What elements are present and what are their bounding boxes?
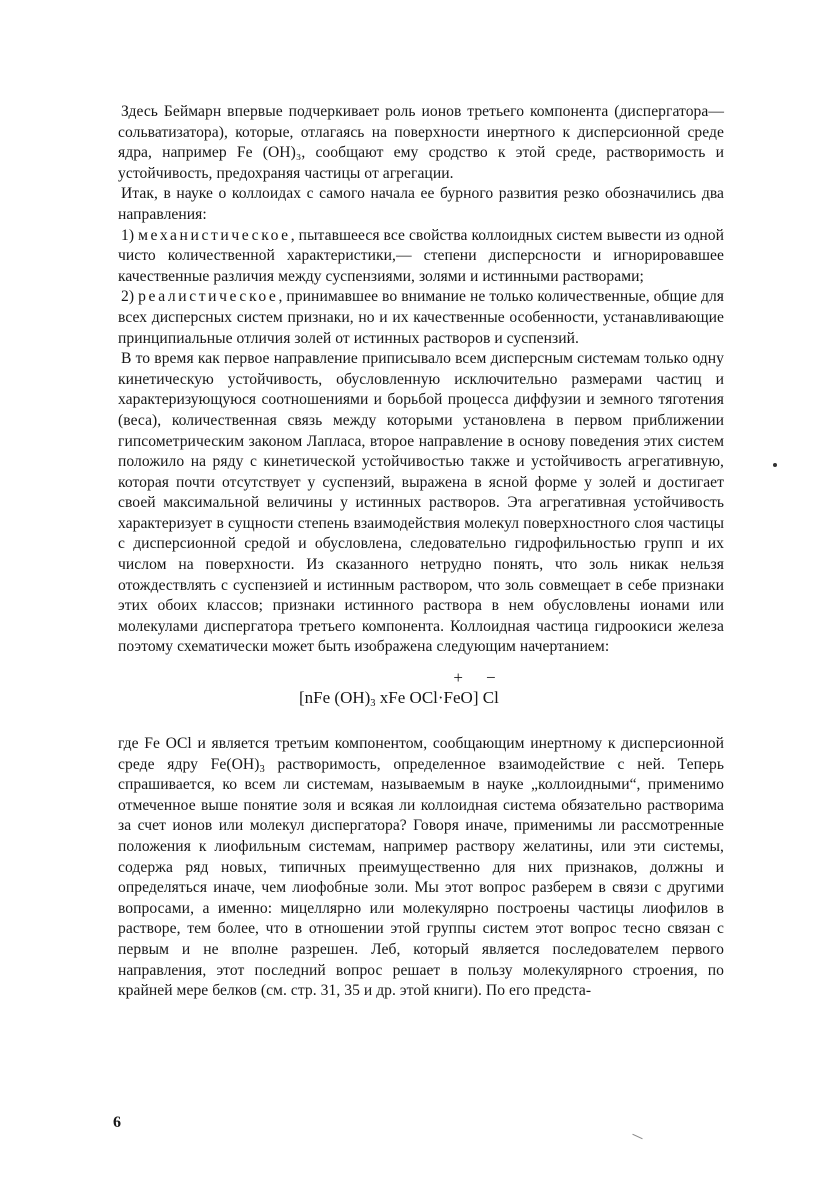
chemical-formula (118, 668, 724, 722)
page-number: 6 (113, 1114, 121, 1131)
paragraph-4-end: растворимость, определенное взаимодействие с ней. Теперь спрашивается, ко всем ли системам, называемым в науке „коллоидными“, применимо отмеченное выше понятие золя и всякая ли коллоидная система обязательно растворима за счет ионов или молекул диспергатора? Говоря иначе, применимы ли рассмотренные положения к лиофильным системам, например раствору желатины, или эти системы, содержа ряд новых, типичных преимущественно для них признаков, должны и определяться иначе, чем лиофобные золи. Мы этот вопрос разберем в связи с другими вопросами, а именно: мицеллярно или молекулярно построены частицы лиофилов в растворе, тем более, что в отношении этой группы систем этот вопрос тесно связан с первым и не вполне разрешен. Леб, который является последователем первого направления, этот последний вопрос решает в пользу молекулярного строения, по крайней мере белков (см. стр. 31, 35 и др. этой книги). По его предста- (118, 755, 725, 1000)
list-marker: 1) (121, 226, 135, 244)
paragraph-4-start: где Fe OCl и является третьим компонентом, сообщающим инертному к дисперсионной среде ядру Fe(OH) (118, 735, 724, 773)
paragraph-3: В то время как первое направление приписывало всем дисперсным системам только одну кинетическую устойчивость, обусловленную исключительно размерами частиц и характеризующуюся соотношениями и борьбой процесса диффузии и земного тяготения (веса), количественная связь между которыми установлена в первом приближении гипсометрическим законом Лапласа, второе направление в основу поведения этих систем положило на ряду с кинетической устойчивостью также и устойчивость агрегативную, которая почти отсутствует у суспензий, выражена в ясной форме у золей и достигает своей максимальной величины у истинных растворов. Эта агрегативная устойчивость характеризует в сущности степень взаимодействия молекул поверхностного слоя частицы с дисперсионной средой и обусловлена, следовательно гидрофильностью групп и их числом на поверхности. Из сказанного нетрудно понять, что золь никак нельзя отождествлять с суспензией и истинным раствором, что золь совмещает в себе признаки этих обоих классов; признаки истинного раствора в нем обусловлены ионами или молекулами диспергатора третьего компонента. Коллоидная частица гидроокиси железа поэтому схематически может быть изображена следующим начертанием: (118, 350, 724, 656)
formula-cation (443, 668, 473, 708)
list-item-mechanistic (118, 226, 724, 288)
list-item-realistic (118, 287, 724, 349)
scan-mark (632, 1134, 642, 1140)
formula-middle: xFe OCl· (375, 688, 444, 708)
term-mechanistic: механистическое (138, 226, 291, 244)
scan-speck (773, 463, 777, 467)
page-body (118, 102, 724, 1002)
list-text: , пытавшееся все свойства коллоидных систем вывести из одной чисто количественной характеристики,— степени дисперсности и игнорировавшее качественные различия между суспензиями, золями и истинными растворами; (118, 226, 724, 285)
list-marker: 2) (121, 288, 135, 306)
paragraph-1: Здесь Беймарн впервые подчеркивает роль ионов третьего компонента (диспергатора—сольватизатора), которые, отлагаясь на поверхности инертного к дисперсионной среде ядра, например Fe (OH)₃, сообщают ему сродство к этой среде, растворимость и устойчивость, предохраняя частицы от агрегации. (118, 103, 724, 182)
formula-anion (482, 668, 499, 708)
formula-close: ] (472, 688, 483, 708)
formula-line (299, 668, 499, 710)
formula-cation-text: FeO (443, 688, 473, 708)
plus-charge: + (453, 668, 463, 688)
paragraph-2: Итак, в науке о коллоидах с самого начала ее бурного развития резко обозначились два направления: (118, 185, 724, 223)
paragraph-4 (118, 734, 724, 1002)
formula-anion-text: Cl (482, 688, 499, 708)
paragraph-4-subscript: 3 (259, 763, 265, 775)
term-realistic: реалистическое (138, 288, 279, 306)
formula-open: [nFe (OH) (299, 688, 371, 708)
list-text: , принимавшее во внимание не только количественные, общие для всех дисперсных систем признаки, но и их качественные особенности, устанавливающие принципиальные отличия золей от истинных растворов и суспензий. (118, 288, 724, 347)
minus-charge: − (485, 668, 496, 688)
formula-subscript: 3 (370, 698, 376, 710)
